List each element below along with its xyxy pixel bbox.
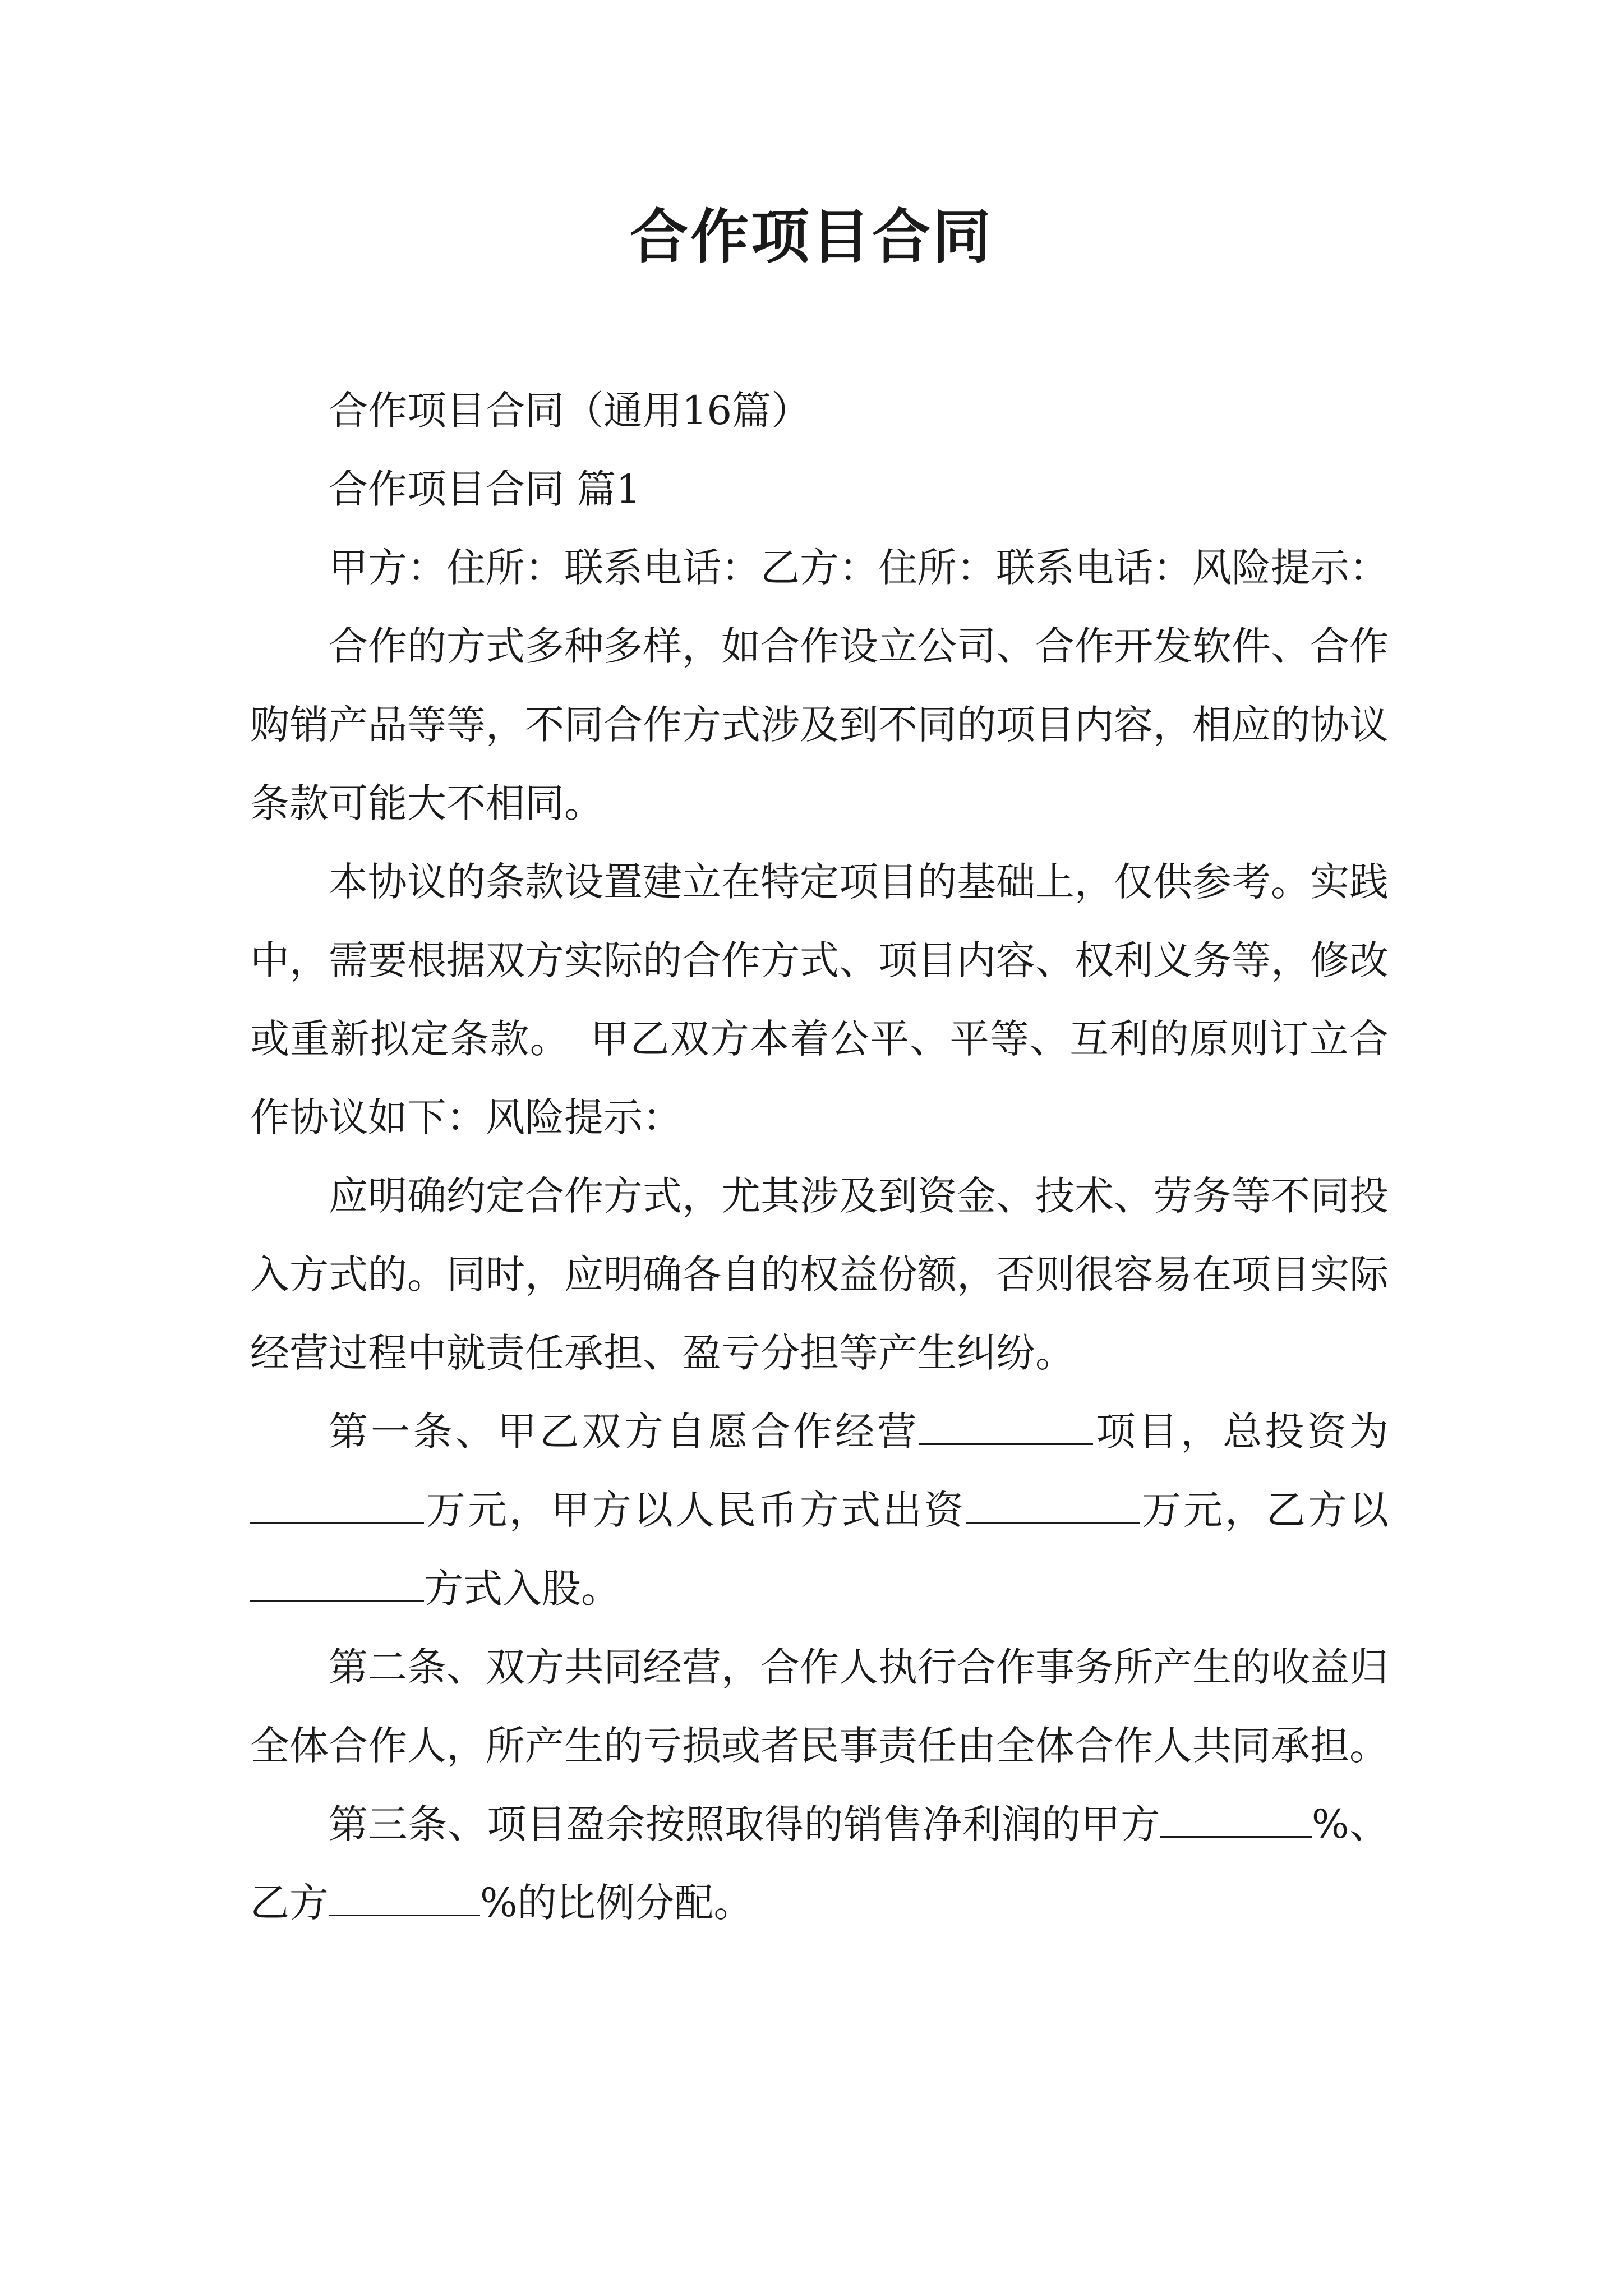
blank-party-b-percent <box>329 1881 480 1916</box>
article-1-text-d: 万元，乙方以 <box>1140 1487 1389 1533</box>
article-1-text-e: 方式入股。 <box>424 1566 620 1612</box>
article-3-text-b: %、乙方 <box>250 1801 1389 1926</box>
paragraph-subtitle: 合作项目合同（通用16篇） <box>329 388 811 434</box>
paragraph-article-2: 第二条、双方共同经营，合作人执行合作事务所产生的收益归全体合作人，所产生的亏损或者民事责任由全体合作人共同承担。 <box>250 1644 1389 1769</box>
paragraph-article-1 <box>250 1392 1389 1628</box>
blank-party-b-method <box>250 1567 424 1602</box>
paragraph-article-3 <box>250 1785 1389 1942</box>
document-title: 合作项目合同 <box>629 203 993 271</box>
article-1-text-a: 第一条、甲乙双方自愿合作经营 <box>329 1409 920 1455</box>
blank-project-name <box>919 1410 1093 1445</box>
paragraph-cooperation-methods: 合作的方式多种多样，如合作设立公司、合作开发软件、合作购销产品等等，不同合作方式涉及到不同的项目内容，相应的协议条款可能大不相同。 <box>250 623 1389 826</box>
article-1-text-c: 万元，甲方以人民币方式出资 <box>424 1487 966 1533</box>
blank-party-a-percent <box>1160 1802 1312 1838</box>
paragraph-agreement-basis: 本协议的条款设置建立在特定项目的基础上，仅供参考。实践中，需要根据双方实际的合作方式、项目内容、权利义务等，修改或重新拟定条款。 甲乙双方本着公平、平等、互利的原则订立合作协议如下：风险提示： <box>250 859 1389 1140</box>
paragraph-parties: 甲方：住所：联系电话：乙方：住所：联系电话：风险提示： <box>329 545 1389 591</box>
article-3-text-a: 第三条、项目盈余按照取得的销售净利润的甲方 <box>329 1801 1160 1847</box>
document-body <box>250 371 1389 1942</box>
blank-party-a-capital <box>966 1488 1140 1524</box>
paragraph-section-heading: 合作项目合同 篇1 <box>329 466 641 512</box>
blank-total-investment <box>250 1488 424 1524</box>
article-3-text-c: %的比例分配。 <box>480 1880 753 1926</box>
paragraph-risk-notice: 应明确约定合作方式，尤其涉及到资金、技术、劳务等不同投入方式的。同时，应明确各自的权益份额，否则很容易在项目实际经营过程中就责任承担、盈亏分担等产生纠纷。 <box>250 1173 1389 1376</box>
article-1-text-b: 项目，总投资为 <box>1093 1409 1389 1455</box>
